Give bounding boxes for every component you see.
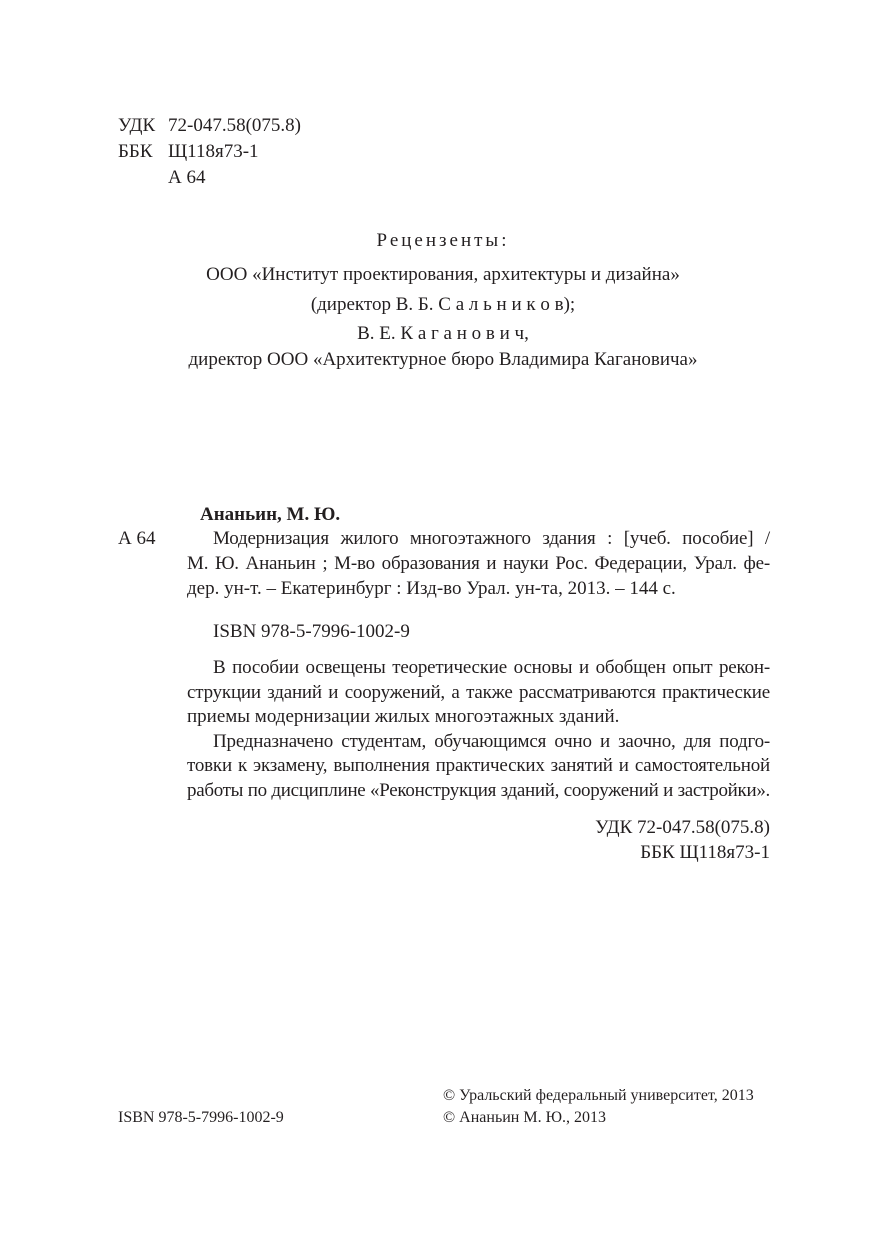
author-mark: А 64 [118,528,156,549]
reviewer-line: ООО «Институт проектирования, архитектуры и дизайна» [206,264,680,285]
isbn: ISBN 978-5-7996-1002-9 [213,621,410,642]
abstract-line: приемы модернизации жилых многоэтажных зданий. [187,706,620,727]
record-line: Модернизация жилого многоэтажного здания : [учеб. пособие] / [213,528,770,549]
udk-code: УДК 72-047.58(075.8) [595,817,770,838]
bbk-label: ББК [118,141,153,162]
bbk-value: Щ118я73-1 [168,141,259,162]
record-line: М. Ю. Ананьин ; М-во образования и науки Рос. Федерации, Урал. фе- [187,553,770,574]
reviewers-heading: Рецензенты: [376,230,510,251]
abstract-line: работы по дисциплине «Реконструкция зданий, сооружений и застройки». [187,780,770,801]
abstract-line: Предназначено студентам, обучающимся очно и заочно, для подго- [213,731,770,752]
reviewer-line: В. Е. К а г а н о в и ч, [357,323,529,344]
author-name: Ананьин, М. Ю. [200,504,341,525]
footer-isbn: ISBN 978-5-7996-1002-9 [118,1109,284,1126]
abstract-line: В пособии освещены теоретические основы и обобщен опыт рекон- [213,657,770,678]
reviewer-line: директор ООО «Архитектурное бюро Владимира Кагановича» [188,349,698,370]
abstract-line: товки к экзамену, выполнения практических занятий и самостоятельной [187,755,770,776]
udk-label: УДК [118,115,156,136]
copyright-university: © Уральский федеральный университет, 2013 [443,1087,754,1104]
abstract-line: струкции зданий и сооружений, а также рассматриваются практические [187,682,770,703]
author-mark: А 64 [168,167,206,188]
copyright-author: © Ананьин М. Ю., 2013 [443,1109,607,1126]
udk-value: 72-047.58(075.8) [168,115,301,136]
record-line: дер. ун-т. – Екатеринбург : Изд-во Урал. ун-та, 2013. – 144 с. [187,578,676,599]
bbk-code: ББК Щ118я73-1 [640,842,770,863]
reviewer-line: (директор В. Б. С а л ь н и к о в); [310,294,576,315]
